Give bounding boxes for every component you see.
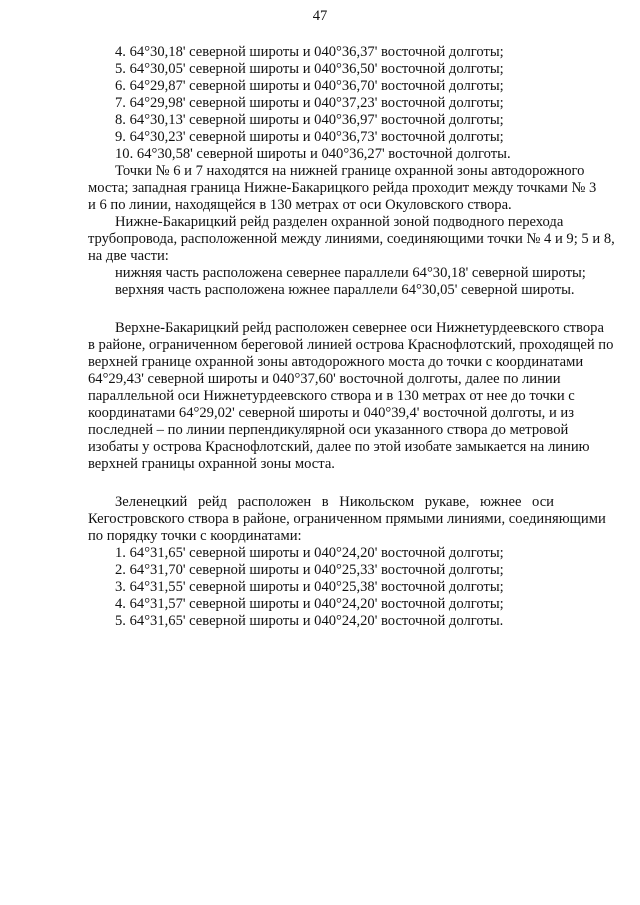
- paragraph-raid-split: [88, 214, 615, 299]
- paragraph-line: Нижне-Бакарицкий рейд разделен охранной зоной подводного перехода: [115, 214, 564, 230]
- paragraph-line: и 6 по линии, находящейся в 130 метрах от оси Окуловского створа.: [88, 197, 512, 213]
- paragraph-zelenets-raid: [88, 494, 606, 545]
- list-item: 4. 64°30,18' северной широты и 040°36,37' восточной долготы;: [115, 44, 504, 60]
- paragraph-line: на две части:: [88, 248, 169, 264]
- list-item: 7. 64°29,98' северной широты и 040°37,23' восточной долготы;: [115, 95, 504, 111]
- paragraph-line: верхней границе охранной зоны автодорожного моста до точки с координатами: [88, 354, 584, 370]
- upper-part-line: верхняя часть расположена южнее параллели 64°30,05' северной широты.: [115, 282, 575, 298]
- paragraph-line: изобаты у острова Краснофлотский, далее по этой изобате замыкается на линию: [88, 439, 590, 455]
- paragraph-line: в районе, ограниченном береговой линией острова Краснофлотский, проходящей по: [88, 337, 614, 353]
- paragraph-line: Зеленецкий рейд расположен в Никольском рукаве, южнее оси: [115, 494, 554, 510]
- list-item: 2. 64°31,70' северной широты и 040°25,33' восточной долготы;: [115, 562, 504, 578]
- coordinate-list-bottom: [88, 545, 554, 630]
- document-body: [88, 44, 615, 630]
- paragraph-line: 64°29,43' северной широты и 040°37,60' восточной долготы, далее по линии: [88, 371, 561, 387]
- list-item: 3. 64°31,55' северной широты и 040°25,38' восточной долготы;: [115, 579, 504, 595]
- paragraph-line: Точки № 6 и 7 находятся на нижней границе охранной зоны автодорожного: [115, 163, 585, 179]
- paragraph-line: Верхне-Бакарицкий рейд расположен севернее оси Нижнетурдеевского створа: [115, 320, 604, 336]
- list-item: 10. 64°30,58' северной широты и 040°36,27' восточной долготы.: [115, 146, 511, 162]
- paragraph-upper-raid: [88, 320, 614, 473]
- paragraph-line: трубопровода, расположенной между линиями, соединяющими точки № 4 и 9; 5 и 8,: [88, 231, 615, 247]
- list-item: 9. 64°30,23' северной широты и 040°36,73' восточной долготы;: [115, 129, 504, 145]
- paragraph-line: координатами 64°29,02' северной широты и 040°39,4' восточной долготы, и из: [88, 405, 575, 421]
- list-item: 4. 64°31,57' северной широты и 040°24,20' восточной долготы;: [115, 596, 504, 612]
- list-item: 5. 64°30,05' северной широты и 040°36,50' восточной долготы;: [115, 61, 504, 77]
- paragraph-line: последней – по линии перпендикулярной оси указанного створа до метровой: [88, 422, 569, 438]
- paragraph-line: параллельной оси Нижнетурдеевского створа и в 130 метрах от нее до точки с: [88, 388, 575, 404]
- page-number: 47: [312, 8, 328, 24]
- list-item: 6. 64°29,87' северной широты и 040°36,70' восточной долготы;: [115, 78, 504, 94]
- list-item: 8. 64°30,13' северной широты и 040°36,97' восточной долготы;: [115, 112, 504, 128]
- paragraph-line: верхней границы охранной зоны моста.: [88, 456, 335, 472]
- paragraph-line: моста; западная граница Нижне-Бакарицкого рейда проходит между точками № 3: [88, 180, 597, 196]
- paragraph-points-boundary: [88, 163, 597, 214]
- list-item: 1. 64°31,65' северной широты и 040°24,20' восточной долготы;: [115, 545, 504, 561]
- coordinate-list-top: [88, 44, 554, 163]
- list-item: 5. 64°31,65' северной широты и 040°24,20' восточной долготы.: [115, 613, 504, 629]
- paragraph-line: Кегостровского створа в районе, ограниченном прямыми линиями, соединяющими: [88, 511, 606, 527]
- lower-part-line: нижняя часть расположена севернее параллели 64°30,18' северной широты;: [115, 265, 586, 281]
- paragraph-line: по порядку точки с координатами:: [88, 528, 302, 544]
